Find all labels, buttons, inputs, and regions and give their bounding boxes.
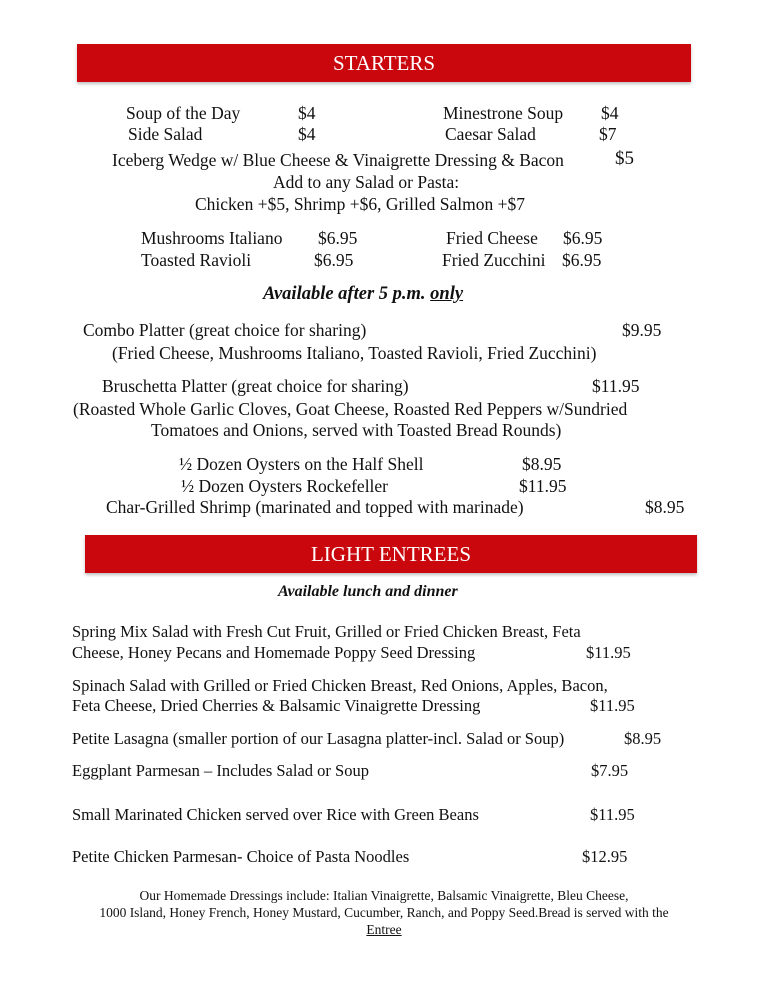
minestrone-name: Minestrone Soup xyxy=(443,103,564,123)
soup-of-day-price: $4 xyxy=(298,103,316,123)
light-entrees-subtitle: Available lunch and dinner xyxy=(278,583,458,600)
fried-cheese-price: $6.95 xyxy=(563,228,603,248)
starters-header: STARTERS xyxy=(77,44,691,82)
fried-cheese-name: Fried Cheese xyxy=(446,228,538,248)
spinach-line-1: Spinach Salad with Grilled or Fried Chicken Breast, Red Onions, Apples, Bacon, xyxy=(72,676,608,695)
spinach-line-2: Feta Cheese, Dried Cherries & Balsamic Vinaigrette Dressing xyxy=(72,696,481,715)
available-only-text: only xyxy=(430,284,464,304)
light-entrees-header: LIGHT ENTREES xyxy=(85,535,697,573)
footer-line-3: Entree xyxy=(366,922,402,937)
available-after-note xyxy=(263,284,463,305)
bruschetta-desc-1: (Roasted Whole Garlic Cloves, Goat Cheese, Roasted Red Peppers w/Sundried xyxy=(73,399,628,419)
bruschetta-price: $11.95 xyxy=(592,376,640,396)
marinated-chicken-name: Small Marinated Chicken served over Rice with Green Beans xyxy=(72,805,479,824)
mushrooms-price: $6.95 xyxy=(318,228,358,248)
oysters-rock-price: $11.95 xyxy=(519,476,567,496)
bruschetta-name: Bruschetta Platter (great choice for sharing) xyxy=(102,376,409,396)
soup-of-day-name: Soup of the Day xyxy=(126,103,241,123)
minestrone-price: $4 xyxy=(601,103,619,123)
fried-zucchini-name: Fried Zucchini xyxy=(442,250,546,270)
bruschetta-desc-2: Tomatoes and Onions, served with Toasted Bread Rounds) xyxy=(151,420,562,440)
combo-desc: (Fried Cheese, Mushrooms Italiano, Toasted Ravioli, Fried Zucchini) xyxy=(112,343,597,363)
fried-zucchini-price: $6.95 xyxy=(562,250,602,270)
available-after-text: Available after 5 p.m. xyxy=(263,284,426,304)
footer-line-2: 1000 Island, Honey French, Honey Mustard, Cucumber, Ranch, and Poppy Seed.Bread is served with the xyxy=(99,905,669,920)
lasagna-price: $8.95 xyxy=(624,729,662,748)
combo-price: $9.95 xyxy=(622,320,662,340)
iceberg-price: $5 xyxy=(615,148,634,169)
add-ons-line: Chicken +$5, Shrimp +$6, Grilled Salmon +$7 xyxy=(195,194,526,214)
petite-chicken-name: Petite Chicken Parmesan- Choice of Pasta Noodles xyxy=(72,847,410,866)
side-salad-name: Side Salad xyxy=(128,124,203,144)
shrimp-price: $8.95 xyxy=(645,497,685,517)
spring-mix-line-1: Spring Mix Salad with Fresh Cut Fruit, Grilled or Fried Chicken Breast, Feta xyxy=(72,622,581,641)
spring-mix-line-2: Cheese, Honey Pecans and Homemade Poppy Seed Dressing xyxy=(72,643,476,662)
eggplant-name: Eggplant Parmesan – Includes Salad or Soup xyxy=(72,761,369,780)
lasagna-name: Petite Lasagna (smaller portion of our Lasagna platter-incl. Salad or Soup) xyxy=(72,729,565,748)
toasted-ravioli-name: Toasted Ravioli xyxy=(141,250,252,270)
add-to-salad-line: Add to any Salad or Pasta: xyxy=(273,172,460,192)
caesar-price: $7 xyxy=(599,124,617,144)
iceberg-name: Iceberg Wedge w/ Blue Cheese & Vinaigrette Dressing & Bacon xyxy=(112,150,564,170)
dressings-footer xyxy=(0,887,768,938)
footer-line-1: Our Homemade Dressings include: Italian Vinaigrette, Balsamic Vinaigrette, Bleu Cheese, xyxy=(139,888,629,903)
toasted-ravioli-price: $6.95 xyxy=(314,250,354,270)
spinach-price: $11.95 xyxy=(590,696,635,715)
caesar-name: Caesar Salad xyxy=(445,124,536,144)
oysters-half-name: ½ Dozen Oysters on the Half Shell xyxy=(179,454,424,474)
oysters-half-price: $8.95 xyxy=(522,454,562,474)
eggplant-price: $7.95 xyxy=(591,761,629,780)
shrimp-name: Char-Grilled Shrimp (marinated and topped with marinade) xyxy=(106,497,524,517)
spring-mix-price: $11.95 xyxy=(586,643,631,662)
side-salad-price: $4 xyxy=(298,124,316,144)
petite-chicken-price: $12.95 xyxy=(582,847,628,866)
mushrooms-name: Mushrooms Italiano xyxy=(141,228,283,248)
oysters-rock-name: ½ Dozen Oysters Rockefeller xyxy=(181,476,389,496)
marinated-chicken-price: $11.95 xyxy=(590,805,635,824)
combo-name: Combo Platter (great choice for sharing) xyxy=(83,320,367,340)
